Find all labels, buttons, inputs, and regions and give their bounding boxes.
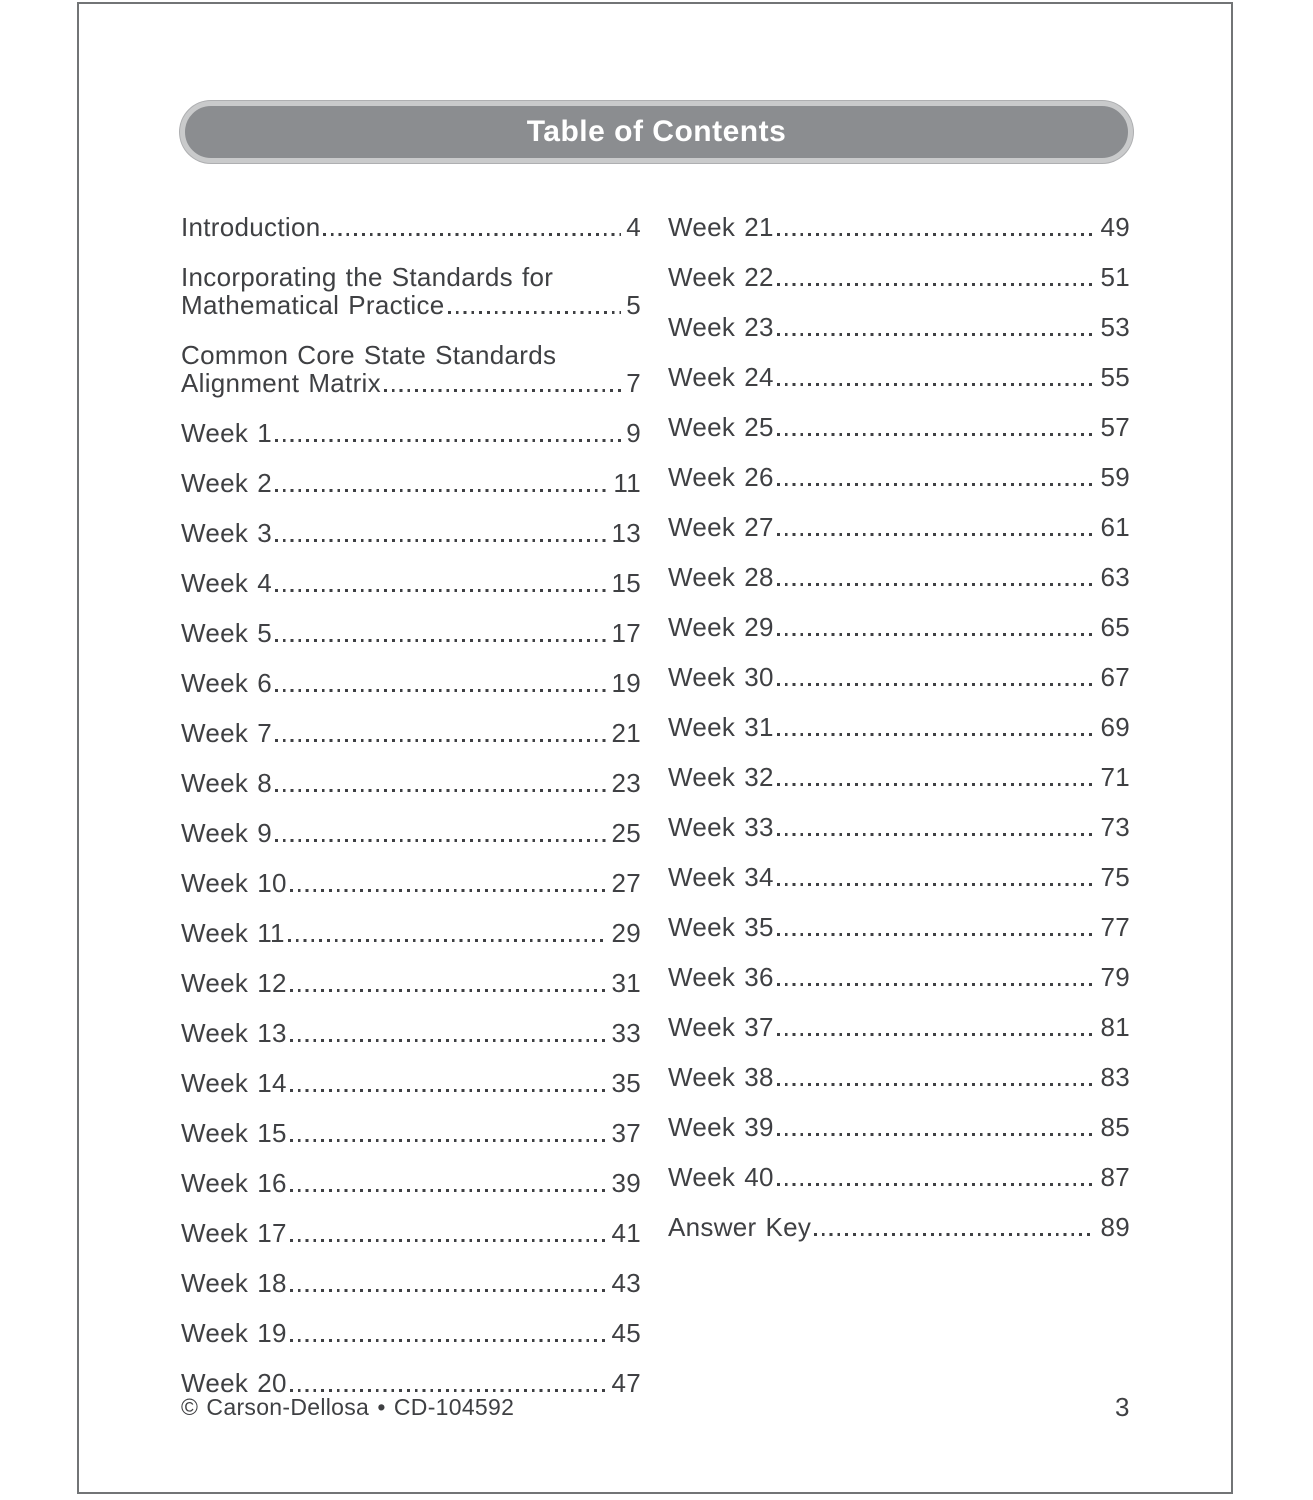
toc-entry (668, 1213, 1130, 1241)
toc-entry-label: Week 8 (181, 768, 272, 798)
toc-entry-label: Week 12 (181, 968, 287, 998)
toc-entry (181, 719, 641, 747)
dot-leader (290, 1239, 607, 1242)
dot-leader (777, 833, 1096, 836)
toc-entry-page: 81 (1100, 1012, 1130, 1042)
toc-entry (181, 419, 641, 447)
dot-leader (290, 889, 607, 892)
toc-entry-label: Week 11 (181, 918, 285, 948)
toc-entry-label: Week 22 (668, 262, 774, 292)
toc-entry (181, 263, 641, 319)
toc-entry-row (181, 1269, 641, 1297)
toc-entry-label: Week 25 (668, 412, 774, 442)
toc-entry-page: 83 (1100, 1062, 1130, 1092)
toc-entry-page: 37 (611, 1118, 641, 1148)
dot-leader (275, 839, 606, 842)
toc-entry-label: Week 33 (668, 812, 774, 842)
toc-entry-line1: Incorporating the Standards for (181, 262, 554, 292)
toc-entry-page: 9 (626, 418, 641, 448)
dot-leader (275, 539, 606, 542)
dot-leader (275, 639, 606, 642)
toc-entry (181, 1169, 641, 1197)
toc-entry-label: Week 4 (181, 568, 272, 598)
toc-entry-page: 27 (611, 868, 641, 898)
toc-entry-row (668, 363, 1130, 391)
toc-entry-page: 35 (611, 1068, 641, 1098)
dot-leader (275, 439, 621, 442)
toc-entry-page: 89 (1100, 1212, 1130, 1242)
toc-entry-page: 69 (1100, 712, 1130, 742)
table-of-contents-banner (180, 101, 1133, 163)
toc-entry (668, 613, 1130, 641)
page-title: Table of Contents (526, 115, 787, 148)
toc-entry-page: 39 (611, 1168, 641, 1198)
toc-entry-page: 49 (1100, 212, 1130, 242)
toc-entry (181, 619, 641, 647)
toc-entry (181, 341, 641, 397)
toc-entry-page: 17 (611, 618, 641, 648)
toc-entry-label: Week 40 (668, 1162, 774, 1192)
toc-entry-row (181, 719, 641, 747)
dot-leader (777, 283, 1096, 286)
toc-entry-page: 87 (1100, 1162, 1130, 1192)
dot-leader (384, 389, 621, 392)
toc-entry-row (668, 963, 1130, 991)
toc-entry-page: 21 (611, 718, 641, 748)
toc-entry (668, 563, 1130, 591)
toc-entry (668, 1113, 1130, 1141)
toc-entry-row (668, 663, 1130, 691)
toc-entry-label: Week 16 (181, 1168, 287, 1198)
dot-leader (777, 533, 1096, 536)
toc-entry-page: 11 (613, 468, 641, 498)
dot-leader (275, 489, 608, 492)
toc-entry (668, 913, 1130, 941)
toc-entry-page: 29 (611, 918, 641, 948)
toc-entry-row (181, 1319, 641, 1347)
toc-entry-row (668, 513, 1130, 541)
page-number: 3 (1115, 1392, 1130, 1422)
toc-entry-row (668, 1163, 1130, 1191)
toc-entry-page: 13 (611, 518, 641, 548)
toc-entry-label: Week 29 (668, 612, 774, 642)
toc-entry (181, 1069, 641, 1097)
toc-entry-row (181, 769, 641, 797)
toc-entry-row (181, 291, 641, 319)
toc-entry-row (668, 463, 1130, 491)
toc-entry-page: 55 (1100, 362, 1130, 392)
dot-leader (777, 1083, 1096, 1086)
toc-entry (181, 1119, 641, 1147)
toc-entry-row (181, 213, 641, 241)
toc-entry-page: 51 (1100, 262, 1130, 292)
toc-entry (668, 713, 1130, 741)
toc-entry (181, 1369, 641, 1397)
copyright-credit: © Carson-Dellosa • CD-104592 (181, 1394, 515, 1420)
toc-entry (668, 363, 1130, 391)
toc-entry-row (181, 519, 641, 547)
toc-entry-page: 5 (626, 290, 641, 320)
toc-entry-page: 19 (611, 668, 641, 698)
dot-leader (777, 583, 1096, 586)
toc-entry-label: Answer Key (668, 1212, 812, 1242)
toc-entry-row (181, 569, 641, 597)
toc-entry-page: 7 (626, 368, 641, 398)
toc-entry-row (181, 419, 641, 447)
toc-entry-row (668, 713, 1130, 741)
toc-column-left (181, 213, 641, 1397)
toc-entry (668, 863, 1130, 891)
toc-entry-page: 73 (1100, 812, 1130, 842)
dot-leader (814, 1233, 1095, 1236)
toc-entry-label: Week 17 (181, 1218, 287, 1248)
toc-entry (668, 1063, 1130, 1091)
toc-entry-label: Week 5 (181, 618, 272, 648)
dot-leader (275, 789, 606, 792)
toc-entry-page: 15 (611, 568, 641, 598)
toc-entry-label: Week 37 (668, 1012, 774, 1042)
toc-entry (181, 669, 641, 697)
dot-leader (777, 783, 1096, 786)
toc-entry-page: 45 (611, 1318, 641, 1348)
toc-entry-row (668, 1113, 1130, 1141)
toc-entry-page: 33 (611, 1018, 641, 1048)
toc-entry-page: 65 (1100, 612, 1130, 642)
toc-entry-label: Week 9 (181, 818, 272, 848)
dot-leader (290, 1339, 607, 1342)
dot-leader (777, 383, 1096, 386)
toc-entry-row (668, 613, 1130, 641)
dot-leader (288, 939, 607, 942)
toc-entry (668, 463, 1130, 491)
toc-entry-label: Week 34 (668, 862, 774, 892)
toc-entry (668, 1163, 1130, 1191)
toc-entry-label: Week 31 (668, 712, 774, 742)
toc-entry (668, 663, 1130, 691)
toc-entry-page: 53 (1100, 312, 1130, 342)
toc-entry-label: Week 2 (181, 468, 272, 498)
toc-entry (181, 519, 641, 547)
dot-leader (290, 1389, 607, 1392)
toc-entry-label: Week 39 (668, 1112, 774, 1142)
dot-leader (777, 633, 1096, 636)
toc-entry (181, 869, 641, 897)
toc-entry-page: 63 (1100, 562, 1130, 592)
toc-entry-label: Week 6 (181, 668, 272, 698)
dot-leader (777, 983, 1096, 986)
toc-entry-label: Week 21 (668, 212, 774, 242)
toc-entry-page: 79 (1100, 962, 1130, 992)
toc-entry (181, 1019, 641, 1047)
toc-entry-row (181, 819, 641, 847)
toc-entry-page: 67 (1100, 662, 1130, 692)
toc-entry-label: Week 10 (181, 868, 287, 898)
toc-entry-row (668, 1013, 1130, 1041)
dot-leader (290, 989, 607, 992)
toc-entry-row (181, 1019, 641, 1047)
toc-entry-label: Week 38 (668, 1062, 774, 1092)
toc-entry-label: Week 14 (181, 1068, 287, 1098)
toc-entry-label: Mathematical Practice (181, 290, 445, 320)
toc-entry (181, 1269, 641, 1297)
toc-entry-page: 43 (611, 1268, 641, 1298)
dot-leader (777, 1033, 1096, 1036)
dot-leader (777, 733, 1096, 736)
toc-entry-label: Week 23 (668, 312, 774, 342)
toc-entry (181, 769, 641, 797)
toc-entry-label: Week 15 (181, 1118, 287, 1148)
toc-entry-row (668, 1063, 1130, 1091)
toc-entry (668, 413, 1130, 441)
toc-entry (668, 763, 1130, 791)
toc-entry (181, 819, 641, 847)
toc-entry-page: 41 (611, 1218, 641, 1248)
toc-entry-page: 23 (611, 768, 641, 798)
toc-entry-row (668, 1213, 1130, 1241)
toc-entry-label: Introduction (181, 212, 321, 242)
dot-leader (777, 933, 1096, 936)
toc-entry-page: 75 (1100, 862, 1130, 892)
toc-entry-row (181, 919, 641, 947)
toc-entry-row (181, 1119, 641, 1147)
dot-leader (777, 333, 1096, 336)
toc-entry-page: 59 (1100, 462, 1130, 492)
toc-entry-row (181, 469, 641, 497)
toc-entry (668, 513, 1130, 541)
toc-column-right (668, 213, 1130, 1241)
toc-entry-row (668, 763, 1130, 791)
toc-entry-row (668, 263, 1130, 291)
toc-entry-page: 25 (611, 818, 641, 848)
dot-leader (290, 1139, 607, 1142)
toc-entry (181, 469, 641, 497)
toc-entry-page: 85 (1100, 1112, 1130, 1142)
toc-entry-page: 57 (1100, 412, 1130, 442)
dot-leader (777, 483, 1096, 486)
toc-entry-label: Week 35 (668, 912, 774, 942)
toc-entry-page: 4 (626, 212, 641, 242)
toc-entry-label: Alignment Matrix (181, 368, 381, 398)
toc-entry-label: Week 32 (668, 762, 774, 792)
dot-leader (777, 233, 1096, 236)
toc-entry-page: 31 (611, 968, 641, 998)
toc-entry (668, 963, 1130, 991)
toc-entry-label: Week 26 (668, 462, 774, 492)
toc-entry-page: 77 (1100, 912, 1130, 942)
toc-entry-label: Week 1 (181, 418, 272, 448)
toc-entry-label: Week 28 (668, 562, 774, 592)
dot-leader (275, 739, 606, 742)
toc-entry (668, 1013, 1130, 1041)
toc-entry-row (668, 413, 1130, 441)
toc-entry-label: Week 3 (181, 518, 272, 548)
toc-entry (181, 1219, 641, 1247)
toc-entry (668, 813, 1130, 841)
toc-entry-row (181, 1219, 641, 1247)
dot-leader (275, 689, 606, 692)
dot-leader (777, 1133, 1096, 1136)
toc-entry-row (181, 969, 641, 997)
toc-entry-row (668, 313, 1130, 341)
dot-leader (323, 233, 621, 236)
toc-entry-label: Week 36 (668, 962, 774, 992)
dot-leader (777, 1183, 1096, 1186)
toc-entry (668, 313, 1130, 341)
toc-entry-row (181, 619, 641, 647)
toc-entry-label: Week 20 (181, 1368, 287, 1398)
toc-entry-label: Week 24 (668, 362, 774, 392)
toc-entry (181, 213, 641, 241)
toc-entry-row (181, 1369, 641, 1397)
toc-entry-page: 71 (1100, 762, 1130, 792)
toc-entry-label: Week 13 (181, 1018, 287, 1048)
toc-entry (668, 263, 1130, 291)
toc-entry-label: Week 27 (668, 512, 774, 542)
toc-entry-row (181, 869, 641, 897)
toc-entry (668, 213, 1130, 241)
dot-leader (290, 1289, 607, 1292)
toc-entry (181, 969, 641, 997)
toc-entry-row (668, 563, 1130, 591)
toc-entry (181, 919, 641, 947)
dot-leader (777, 883, 1096, 886)
book-page (77, 2, 1233, 1494)
toc-entry (181, 1319, 641, 1347)
toc-entry-label: Week 30 (668, 662, 774, 692)
dot-leader (777, 433, 1096, 436)
toc-entry-label: Week 7 (181, 718, 272, 748)
toc-entry-row (668, 213, 1130, 241)
dot-leader (448, 311, 622, 314)
dot-leader (777, 683, 1096, 686)
toc-entry-label: Week 18 (181, 1268, 287, 1298)
toc-entry-row (668, 813, 1130, 841)
toc-entry-row (181, 369, 641, 397)
dot-leader (275, 589, 606, 592)
toc-entry-row (668, 863, 1130, 891)
toc-entry-page: 47 (611, 1368, 641, 1398)
toc-entry-row (181, 1169, 641, 1197)
dot-leader (290, 1189, 607, 1192)
dot-leader (290, 1039, 607, 1042)
dot-leader (290, 1089, 607, 1092)
toc-entry-row (668, 913, 1130, 941)
toc-entry-row (181, 669, 641, 697)
toc-entry-label: Week 19 (181, 1318, 287, 1348)
toc-entry (181, 569, 641, 597)
toc-entry-line1: Common Core State Standards (181, 340, 557, 370)
toc-entry-page: 61 (1100, 512, 1130, 542)
toc-entry-row (181, 1069, 641, 1097)
